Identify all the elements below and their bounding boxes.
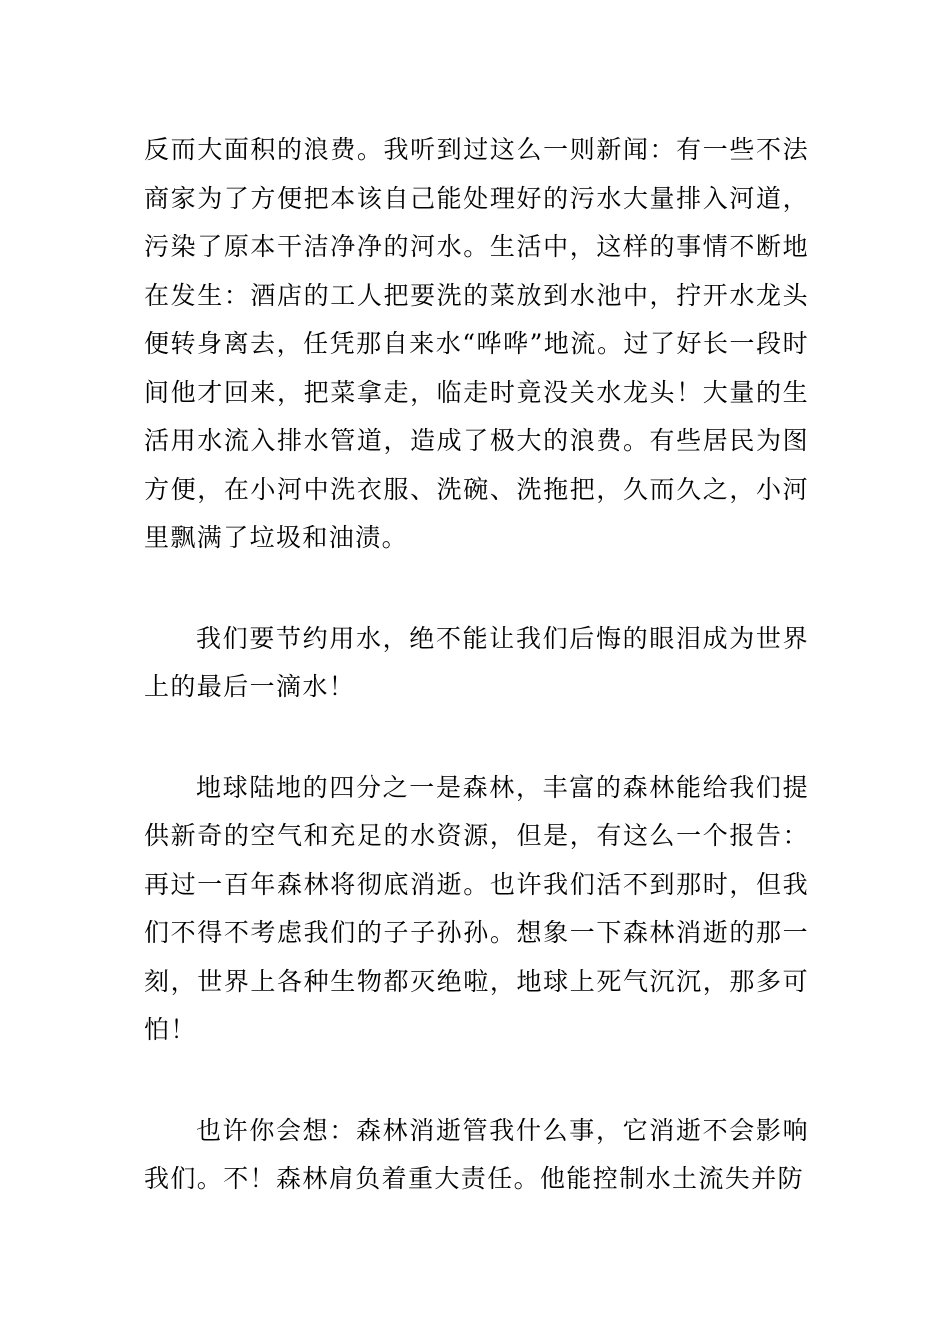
document-body bbox=[144, 126, 809, 1204]
paragraph-spacer bbox=[144, 1055, 809, 1107]
paragraph-save-water: 我们要节约用水，绝不能让我们后悔的眼泪成为世界上的最后一滴水！ bbox=[144, 623, 809, 701]
paragraph-spacer bbox=[144, 712, 809, 764]
paragraph-forest-report: 地球陆地的四分之一是森林，丰富的森林能给我们提供新奇的空气和充足的水资源，但是，有这么一个报告：再过一百年森林将彻底消逝。也许我们活不到那时，但我们不得不考虑我们的子子孙孙。想象一下森林消逝的那一刻，世界上各种生物都灭绝啦，地球上死气沉沉，那多可怕！ bbox=[144, 772, 809, 1044]
paragraph-forest-responsibility: 也许你会想：森林消逝管我什么事，它消逝不会影响我们。不！森林肩负着重大责任。他能控制水土流失并防 bbox=[144, 1115, 809, 1193]
paragraph-spacer bbox=[144, 563, 809, 615]
paragraph-water-waste: 反而大面积的浪费。我听到过这么一则新闻：有一些不法商家为了方便把本该自己能处理好的污水大量排入河道，污染了原本干洁净净的河水。生活中，这样的事情不断地在发生：酒店的工人把要洗的菜放到水池中，拧开水龙头便转身离去，任凭那自来水“哗哗”地流。过了好长一段时间他才回来，把菜拿走，临走时竟没关水龙头！大量的生活用水流入排水管道，造成了极大的浪费。有些居民为图方便，在小河中洗衣服、洗碗、洗拖把，久而久之，小河里飘满了垃圾和油渍。 bbox=[144, 135, 809, 552]
